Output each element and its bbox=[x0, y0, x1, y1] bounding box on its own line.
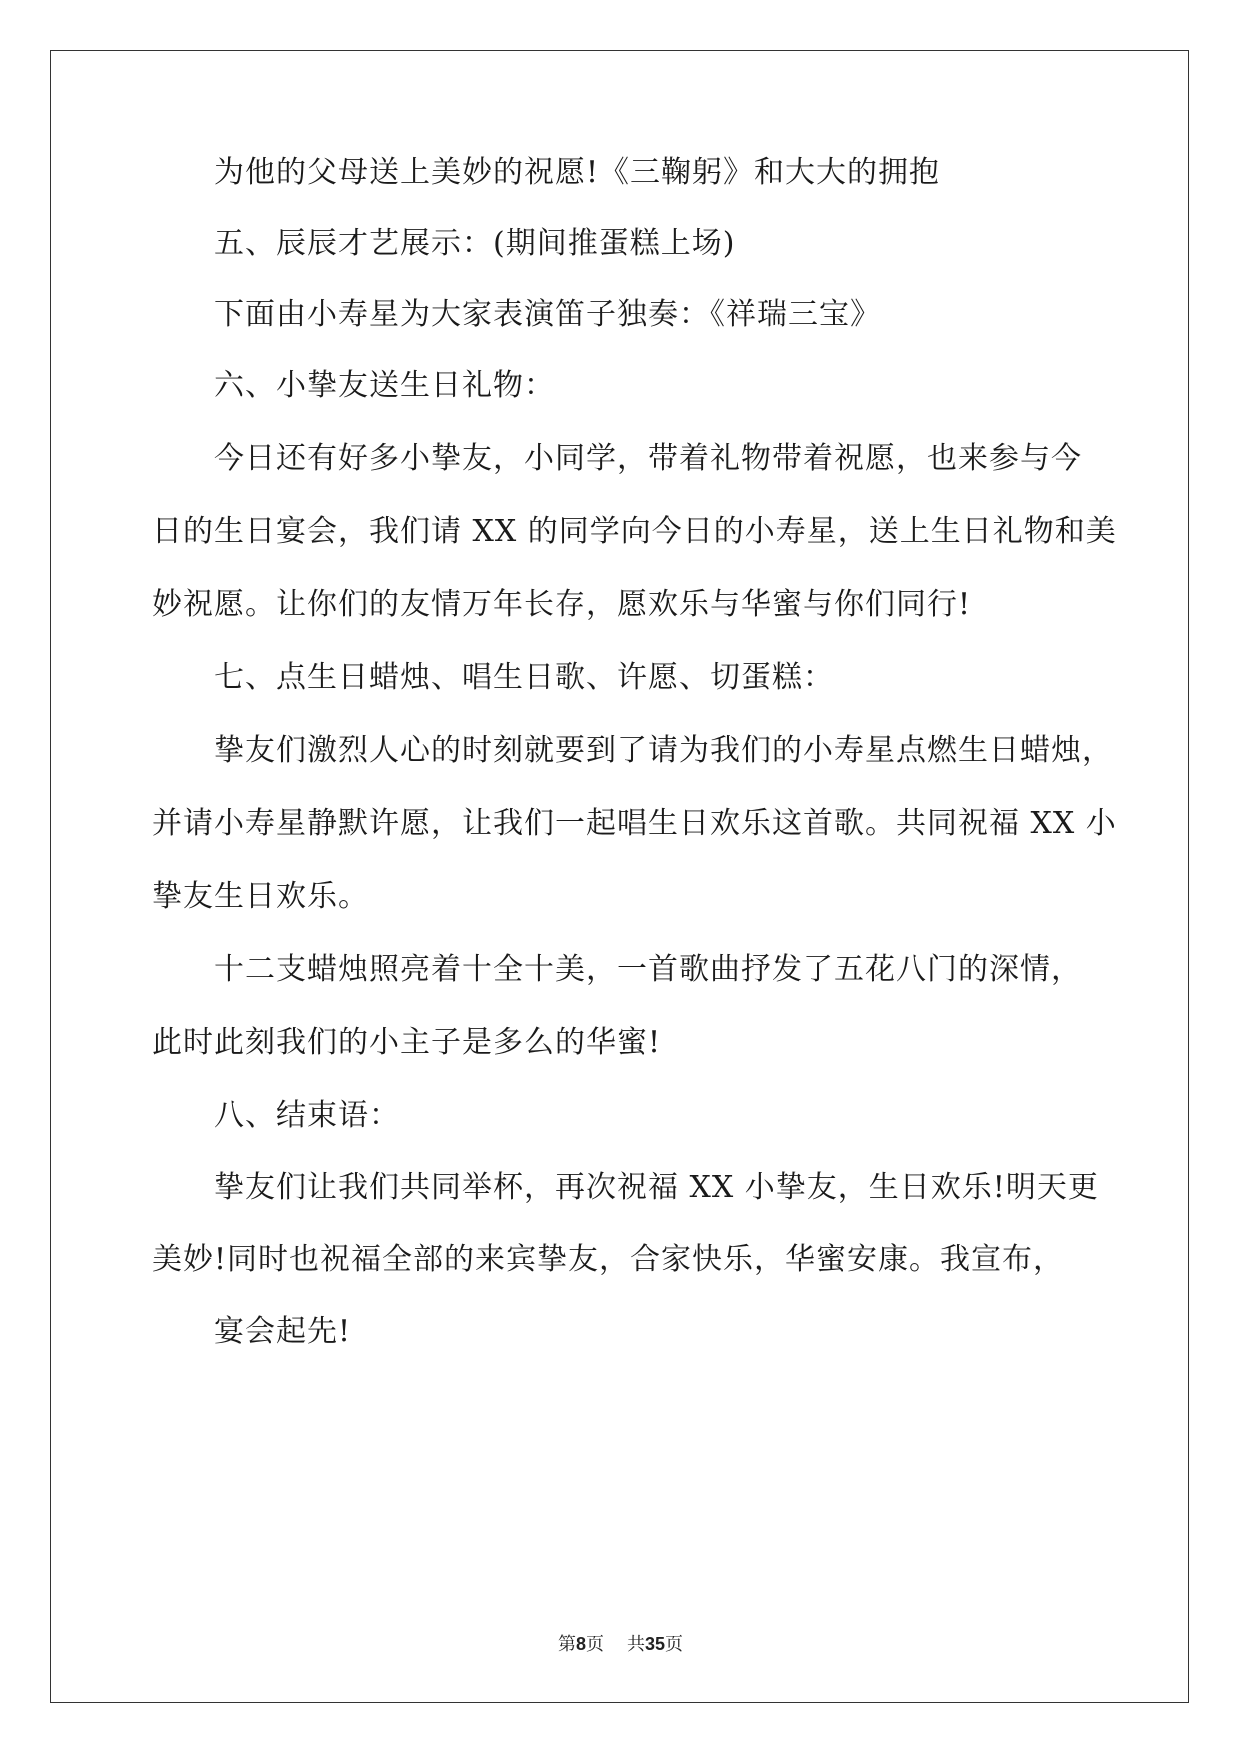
paragraph-line: 宴会起先! bbox=[214, 1314, 352, 1349]
paragraph-line: 挚友们激烈人心的时刻就要到了请为我们的小寿星点燃生日蜡烛， bbox=[214, 733, 1113, 768]
paragraph-line: 此时此刻我们的小主子是多么的华蜜! bbox=[152, 1025, 662, 1060]
paragraph-line: 妙祝愿。让你们的友情万年长存，愿欢乐与华蜜与你们同行! bbox=[152, 587, 972, 622]
paragraph-line: 日的生日宴会，我们请 XX 的同学向今日的小寿星，送上生日礼物和美 bbox=[152, 514, 1117, 549]
page-prefix: 第 bbox=[558, 1634, 577, 1655]
section-heading: 六、小挚友送生日礼物： bbox=[214, 368, 555, 403]
page-suffix: 页 bbox=[586, 1634, 605, 1655]
paragraph-line: 下面由小寿星为大家表演笛子独奏：《祥瑞三宝》 bbox=[214, 297, 881, 332]
paragraph-line: 十二支蜡烛照亮着十全十美，一首歌曲抒发了五花八门的深情， bbox=[214, 952, 1082, 987]
page-footer bbox=[0, 1630, 1241, 1656]
section-heading: 七、点生日蜡烛、唱生日歌、许愿、切蛋糕： bbox=[214, 660, 834, 695]
section-heading: 五、辰辰才艺展示：(期间推蛋糕上场) bbox=[214, 226, 736, 261]
paragraph-line: 并请小寿星静默许愿，让我们一起唱生日欢乐这首歌。共同祝福 XX 小 bbox=[152, 806, 1117, 841]
total-suffix: 页 bbox=[664, 1634, 683, 1655]
paragraph-line: 美妙!同时也祝福全部的来宾挚友，合家快乐，华蜜安康。我宣布， bbox=[152, 1242, 1065, 1277]
paragraph-line: 今日还有好多小挚友，小同学，带着礼物带着祝愿，也来参与今 bbox=[214, 441, 1082, 476]
section-heading: 八、结束语： bbox=[214, 1098, 400, 1133]
paragraph-line: 挚友们让我们共同举杯，再次祝福 XX 小挚友，生日欢乐!明天更 bbox=[214, 1170, 1099, 1205]
total-prefix: 共 bbox=[626, 1634, 645, 1655]
page-total: 35 bbox=[644, 1634, 665, 1654]
page-current: 8 bbox=[576, 1634, 587, 1654]
paragraph-line: 为他的父母送上美妙的祝愿!《三鞠躬》和大大的拥抱 bbox=[214, 155, 941, 190]
paragraph-line: 挚友生日欢乐。 bbox=[152, 879, 369, 914]
